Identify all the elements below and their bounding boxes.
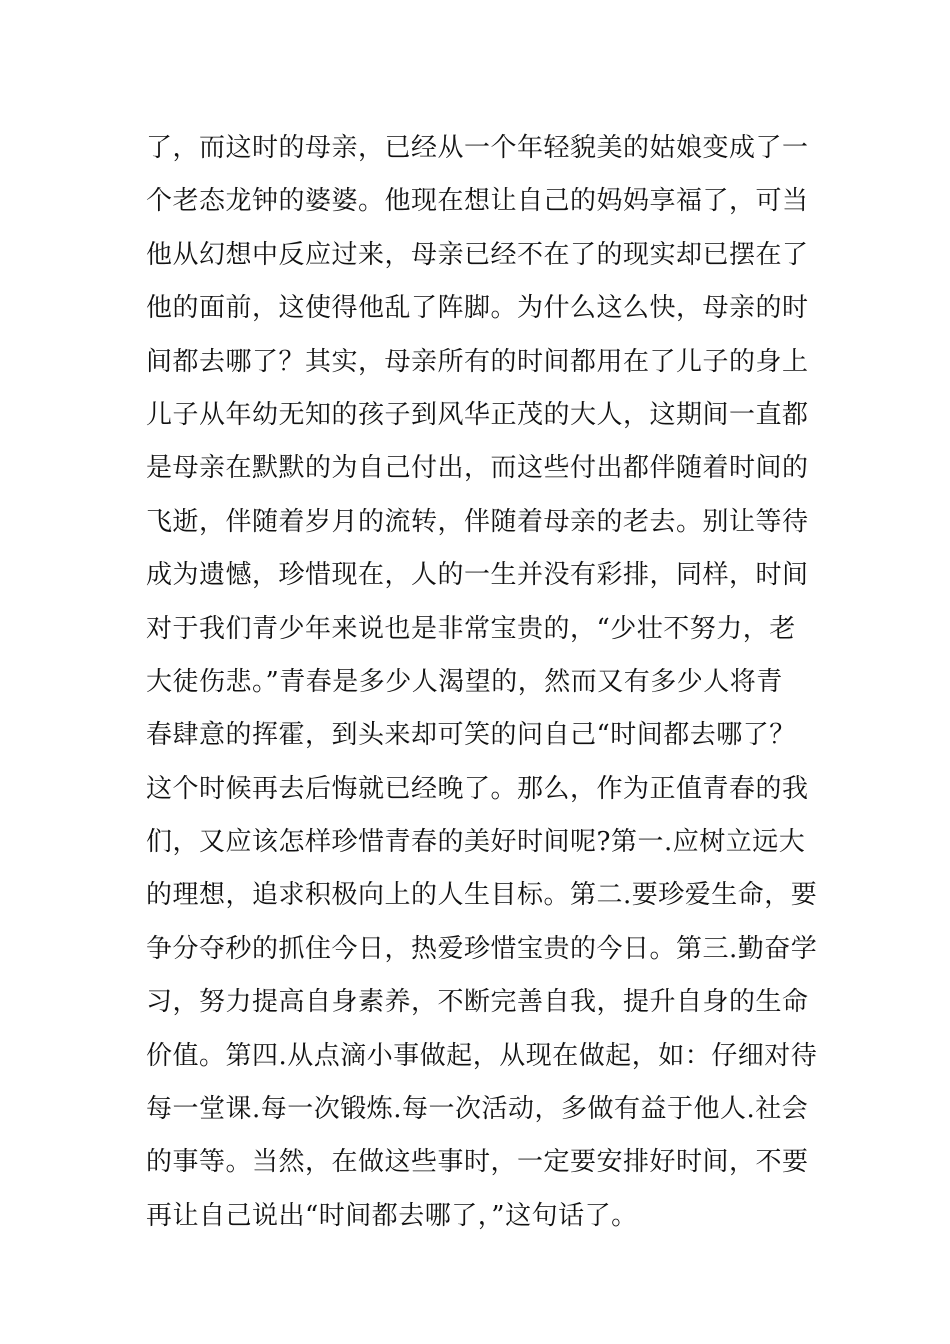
text-line-12: 春肆意的挥霍，到头来却可笑的问自己“时间都去哪了？	[146, 720, 796, 751]
text-line-10: 对于我们青少年来说也是非常宝贵的，“少壮不努力，老	[146, 613, 796, 644]
text-line-6: 儿子从年幼无知的孩子到风华正茂的大人，这期间一直都	[146, 399, 809, 430]
text-line-14: 们，又应该怎样珍惜青春的美好时间呢?第一.应树立远大	[146, 827, 806, 858]
text-line-15: 的理想，追求积极向上的人生目标。第二.要珍爱生命，要	[146, 880, 818, 911]
text-line-1: 了，而这时的母亲，已经从一个年轻貌美的姑娘变成了一	[146, 133, 809, 163]
text-line-7: 是母亲在默默的为自己付出，而这些付出都伴随着时间的	[146, 453, 809, 484]
text-line-5: 间都去哪了？其实，母亲所有的时间都用在了儿子的身上	[146, 346, 809, 377]
text-line-19: 每一堂课.每一次锻炼.每一次活动，多做有益于他人.社会	[146, 1094, 809, 1125]
text-line-16: 争分夺秒的抓住今日，热爱珍惜宝贵的今日。第三.勤奋学	[146, 933, 818, 964]
text-line-2: 个老态龙钟的婆婆。他现在想让自己的妈妈享福了，可当	[146, 186, 809, 217]
text-line-11: 大徒伤悲。”青春是多少人渴望的，然而又有多少人将青	[146, 666, 783, 697]
text-line-13: 这个时候再去后悔就已经晚了。那么，作为正值青春的我	[146, 773, 809, 804]
text-line-9: 成为遗憾，珍惜现在，人的一生并没有彩排，同样，时间	[146, 560, 809, 591]
text-line-17: 习，努力提高自身素养，不断完善自我，提升自身的生命	[146, 987, 809, 1018]
text-line-21: 再让自己说出“时间都去哪了，”这句话了。	[146, 1200, 638, 1231]
text-line-4: 他的面前，这使得他乱了阵脚。为什么这么快，母亲的时	[146, 293, 809, 324]
text-line-18: 价值。第四.从点滴小事做起，从现在做起，如：仔细对待	[146, 1040, 818, 1071]
body-paragraph	[146, 122, 816, 1243]
text-line-3: 他从幻想中反应过来，母亲已经不在了的现实却已摆在了	[146, 239, 809, 270]
text-line-8: 飞逝，伴随着岁月的流转，伴随着母亲的老去。别让等待	[146, 506, 809, 537]
text-line-20: 的事等。当然，在做这些事时，一定要安排好时间，不要	[146, 1147, 809, 1178]
